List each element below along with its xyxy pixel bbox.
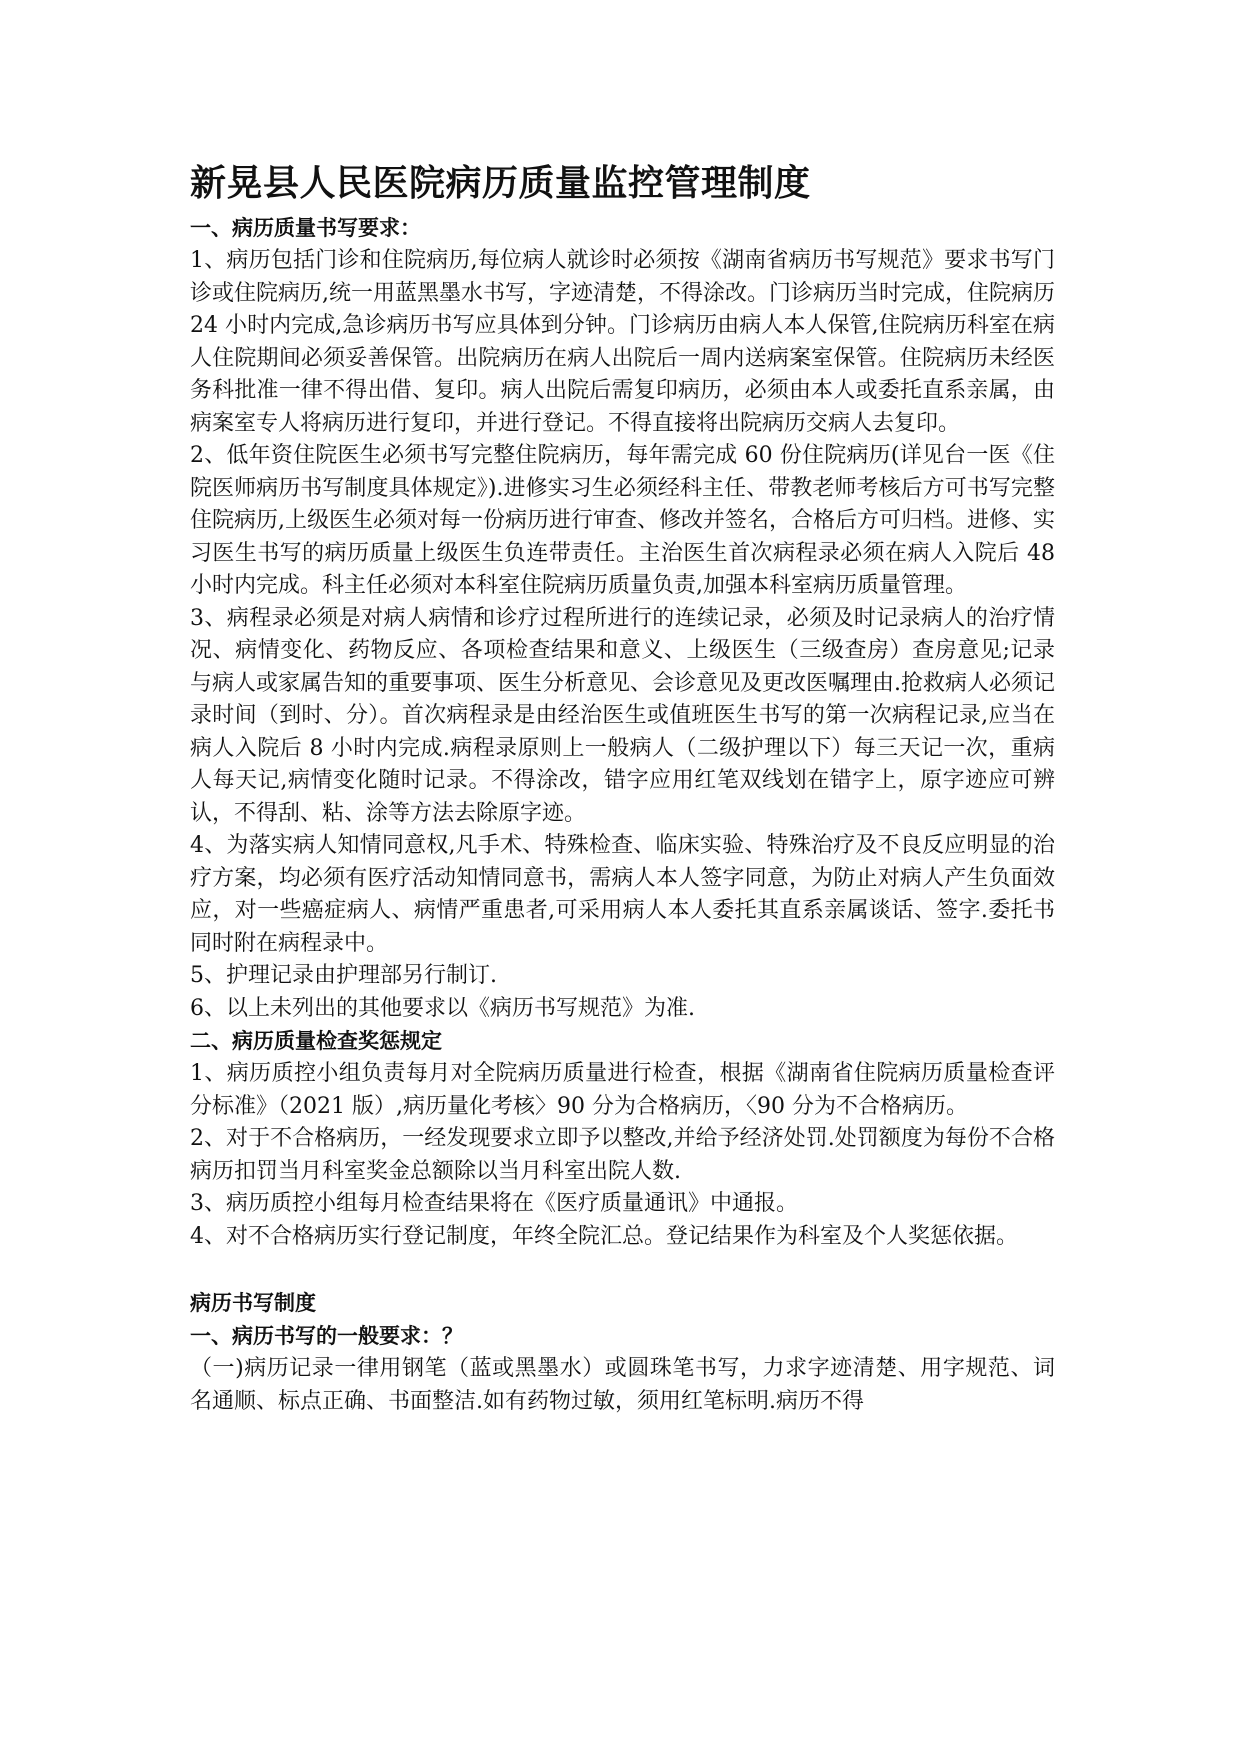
paragraph-3-1: （一)病历记录一律用钢笔（蓝或黑墨水）或圆珠笔书写，力求字迹清楚、用字规范、词名通顺、标点正确、书面整洁.如有药物过敏，须用红笔标明.病历不得 bbox=[190, 1356, 1055, 1414]
part-two-title: 病历书写制度 bbox=[190, 1291, 316, 1315]
paragraph-1-6: 6、以上未列出的其他要求以《病历书写规范》为准. bbox=[190, 995, 695, 1021]
section-heading-inspection-rewards: 二、病历质量检查奖惩规定 bbox=[190, 1029, 442, 1053]
section-heading-general-requirements: 一、病历书写的一般要求：？ bbox=[190, 1324, 463, 1348]
section-heading-writing-requirements: 一、病历质量书写要求： bbox=[190, 216, 421, 240]
paragraph-2-2: 2、对于不合格病历，一经发现要求立即予以整改,并给予经济处罚.处罚额度为每份不合格病历扣罚当月科室奖金总额除以当月科室出院人数. bbox=[190, 1126, 1055, 1184]
paragraph-1-4: 4、为落实病人知情同意权,凡手术、特殊检查、临床实验、特殊治疗及不良反应明显的治疗方案，均必须有医疗活动知情同意书，需病人本人签字同意，为防止对病人产生负面效应，对一些癌症病人、病情严重患者,可采用病人本人委托其直系亲属谈话、签字.委托书同时附在病程录中。 bbox=[190, 833, 1055, 956]
paragraph-2-1: 1、病历质控小组负责每月对全院病历质量进行检查，根据《湖南省住院病历质量检查评分标准》（2021 版）,病历量化考核〉90 分为合格病历，〈90 分为不合格病历。 bbox=[190, 1061, 1055, 1119]
paragraph-2-3: 3、病历质控小组每月检查结果将在《医疗质量通讯》中通报。 bbox=[190, 1191, 798, 1216]
document-body bbox=[190, 158, 1055, 1418]
paragraph-1-1: 1、病历包括门诊和住院病历,每位病人就诊时必须按《湖南省病历书写规范》要求书写门诊或住院病历,统一用蓝黑墨水书写，字迹清楚，不得涂改。门诊病历当时完成，住院病历 24 小时内完成,急诊病历书写应具体到分钟。门诊病历由病人本人保管,住院病历科室在病人住院期间必须妥善保管。出院病历在病人出院后一周内送病案室保管。住院病历未经医务科批准一律不得出借、复印。病人出院后需复印病历，必须由本人或委托直系亲属，由病案室专人将病历进行复印，并进行登记。不得直接将出院病历交病人去复印。 bbox=[190, 248, 1055, 436]
paragraph-2-4: 4、对不合格病历实行登记制度，年终全院汇总。登记结果作为科室及个人奖惩依据。 bbox=[190, 1223, 1018, 1249]
paragraph-1-3: 3、病程录必须是对病人病情和诊疗过程所进行的连续记录，必须及时记录病人的治疗情况、病情变化、药物反应、各项检查结果和意义、上级医生（三级查房）查房意见;记录与病人或家属告知的重要事项、医生分析意见、会诊意见及更改医嘱理由.抢救病人必须记录时间（到时、分）。首次病程录是由经治医生或值班医生书写的第一次病程记录,应当在病人入院后 8 小时内完成.病程录原则上一般病人（二级护理以下）每三天记一次，重病人每天记,病情变化随时记录。不得涂改，错字应用红笔双线划在错字上，原字迹应可辨认，不得刮、粘、涂等方法去除原字迹。 bbox=[190, 605, 1055, 826]
section-spacer bbox=[190, 1253, 1055, 1287]
document-title: 新晃县人民医院病历质量监控管理制度 bbox=[190, 162, 811, 204]
paragraph-1-2: 2、低年资住院医生必须书写完整住院病历，每年需完成 60 份住院病历(详见台一医《住院医师病历书写制度具体规定》).进修实习生必须经科主任、带教老师考核后方可书写完整住院病历,上级医生必须对每一份病历进行审查、修改并签名，合格后方可归档。进修、实习医生书写的病历质量上级医生负连带责任。主治医生首次病程录必须在病人入院后 48 小时内完成。科主任必须对本科室住院病历质量负责,加强本科室病历质量管理。 bbox=[190, 443, 1055, 598]
paragraph-1-5: 5、护理记录由护理部另行制订. bbox=[190, 963, 497, 988]
